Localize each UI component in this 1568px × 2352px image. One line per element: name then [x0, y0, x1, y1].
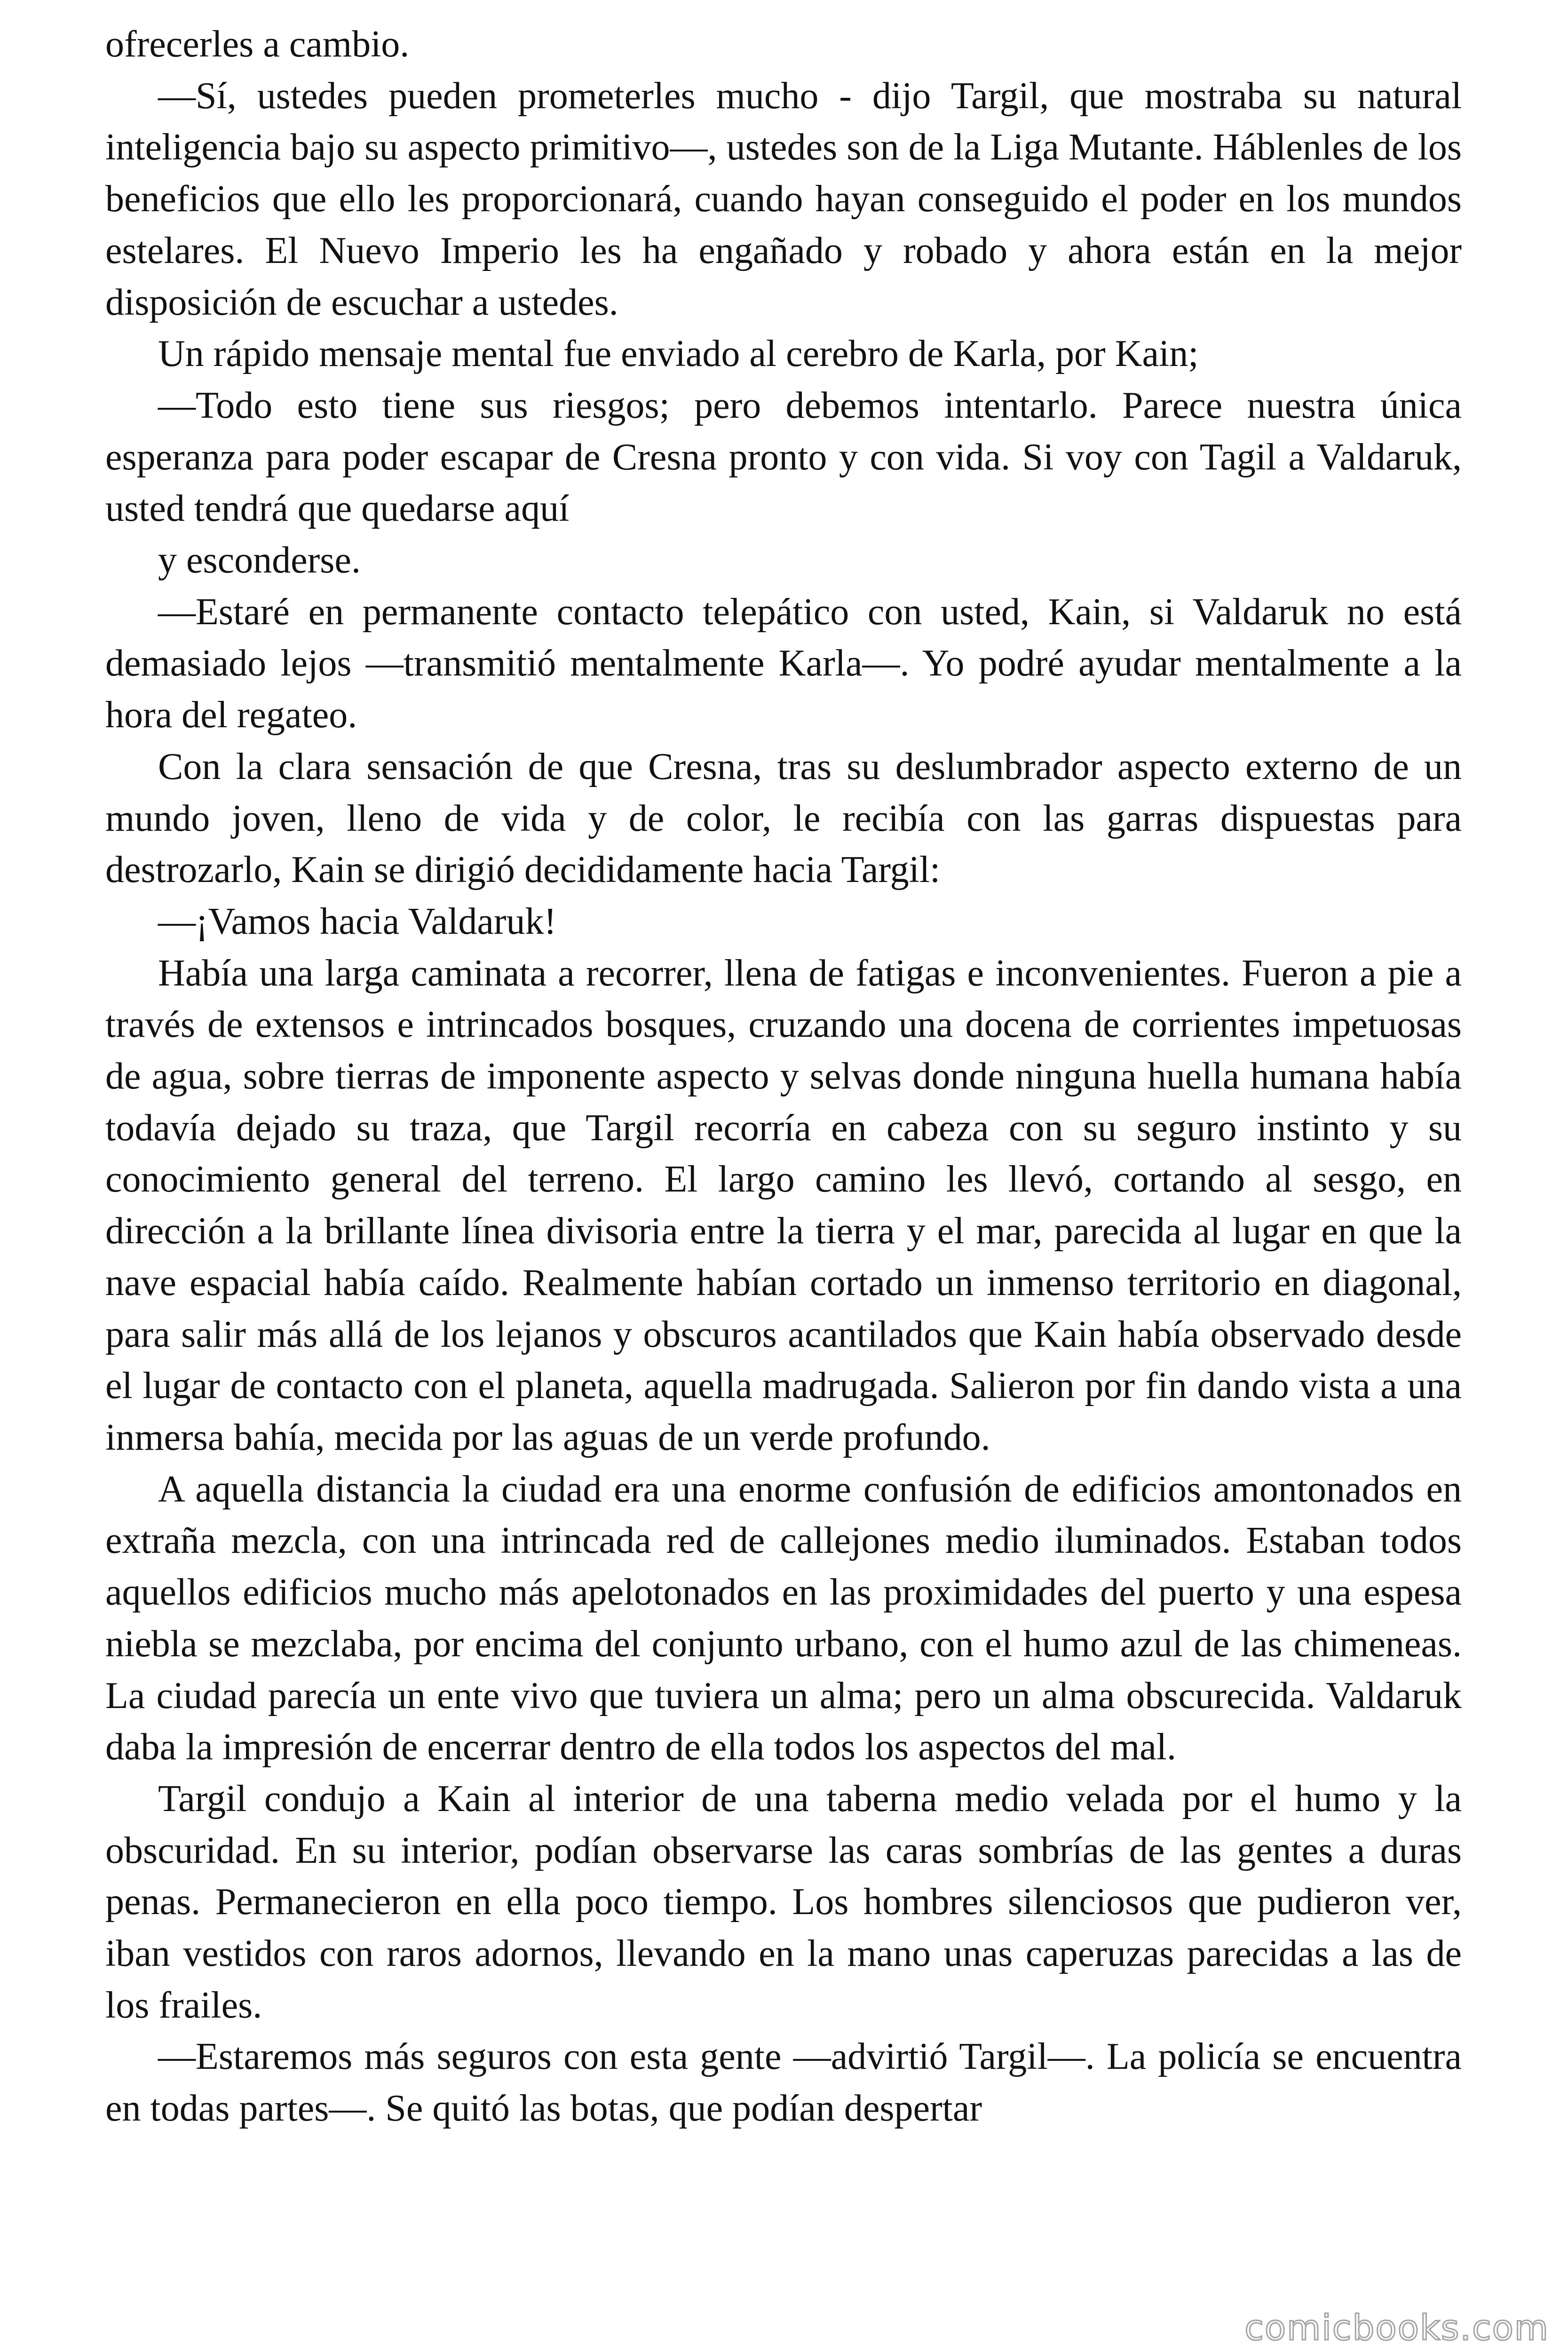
paragraph-11: Targil condujo a Kain al interior de una taberna medio velada por el humo y la obscuridad. En su interior, podían observarse las caras sombrías de las gentes a duras penas. Permanecieron en ella poco tiempo. Los hombres silenciosos que pudieron ver, iban vestidos con raros adornos, llevando en la mano unas caperuzas parecidas a las de los frailes.	[105, 1778, 1462, 2026]
paragraph-8: —¡Vamos hacia Valdaruk!	[158, 900, 557, 942]
paragraph-2: —Sí, ustedes pueden prometerles mucho - dijo Targil, que mostraba su natural inteligencia bajo su aspecto primitivo—, ustedes son de la Liga Mutante. Háblenles de los beneficios que ello les proporcionará, cuando hayan conseguido el poder en los mundos estelares. El Nuevo Imperio les ha engañado y robado y ahora están en la mejor disposición de escuchar a ustedes.	[105, 75, 1462, 323]
paragraph-5: y esconderse.	[158, 540, 361, 581]
paragraph-6: —Estaré en permanente contacto telepático con usted, Kain, si Valdaruk no está demasiado lejos —transmitió mentalmente Karla—. Yo podré ayudar mentalmente a la hora del regateo.	[105, 591, 1462, 736]
book-page	[105, 19, 1462, 2319]
paragraph-1: ofrecerles a cambio.	[105, 24, 410, 65]
paragraph-12: —Estaremos más seguros con esta gente —advirtió Targil—. La policía se encuentra en todas partes—. Se quitó las botas, que podían despertar	[105, 2036, 1462, 2130]
paragraph-7: Con la clara sensación de que Cresna, tras su deslumbrador aspecto externo de un mundo joven, lleno de vida y de color, le recibía con las garras dispuestas para destrozarlo, Kain se dirigió decididamente hacia Targil:	[105, 746, 1462, 891]
paragraph-3: Un rápido mensaje mental fue enviado al cerebro de Karla, por Kain;	[158, 333, 1199, 375]
paragraph-10: A aquella distancia la ciudad era una enorme confusión de edificios amontonados en extraña mezcla, con una intrincada red de callejones medio iluminados. Estaban todos aquellos edificios mucho más apelotonados en las proximidades del puerto y una espesa niebla se mezclaba, por encima del conjunto urbano, con el humo azul de las chimeneas. La ciudad parecía un ente vivo que tuviera un alma; pero un alma obscurecida. Valdaruk daba la impresión de encerrar dentro de ella todos los aspectos del mal.	[105, 1468, 1462, 1768]
paragraph-9: Había una larga caminata a recorrer, llena de fatigas e inconvenientes. Fueron a pie a través de extensos e intrincados bosques, cruzando una docena de corrientes impetuosas de agua, sobre tierras de imponente aspecto y selvas donde ninguna huella humana había todavía dejado su traza, que Targil recorría en cabeza con su seguro instinto y su conocimiento general del terreno. El largo camino les llevó, cortando al sesgo, en dirección a la brillante línea divisoria entre la tierra y el mar, parecida al lugar en que la nave espacial había caído. Realmente habían cortado un inmenso territorio en diagonal, para salir más allá de los lejanos y obscuros acantilados que Kain había observado desde el lugar de contacto con el planeta, aquella madrugada. Salieron por fin dando vista a una inmersa bahía, mecida por las aguas de un verde profundo.	[105, 952, 1462, 1458]
paragraph-4: —Todo esto tiene sus riesgos; pero debemos intentarlo. Parece nuestra única esperanza para poder escapar de Cresna pronto y con vida. Si voy con Tagil a Valdaruk, usted tendrá que quedarse aquí	[105, 384, 1462, 530]
watermark: comicbooks.com	[1244, 2308, 1549, 2348]
